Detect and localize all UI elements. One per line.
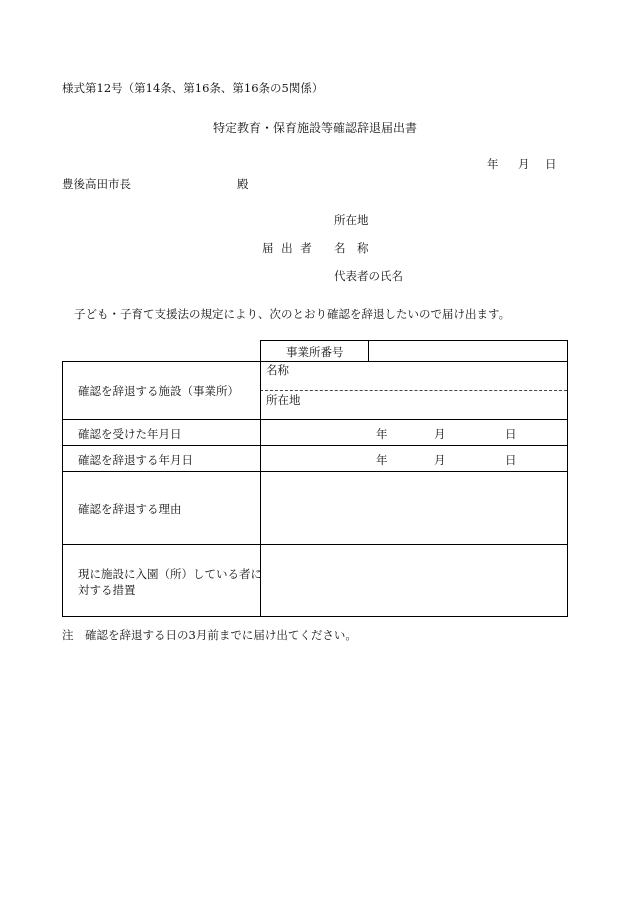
table-line [567, 340, 568, 617]
statement-text: 子ども・子育て支援法の規定により、次のとおり確認を辞退したいので届け出ます。 [74, 307, 511, 321]
confirmed-date-label: 確認を受けた年月日 [78, 427, 182, 441]
date-day-label: 日 [545, 157, 557, 171]
withdrawal-date-label: 確認を辞退する年月日 [78, 453, 193, 467]
measures-label-line2: 対する措置 [78, 583, 136, 597]
facility-name-label: 名称 [266, 363, 289, 377]
date-month-label: 月 [518, 157, 530, 171]
addressee-name: 豊後高田市長 [62, 177, 131, 191]
table-dashed-line [260, 390, 567, 391]
table-line [62, 361, 63, 617]
office-number-label: 事業所番号 [286, 345, 344, 359]
table-line [368, 340, 369, 361]
measures-label-line1: 現に施設に入園（所）している者に [78, 567, 262, 581]
applicant-name-label: 名 称 [334, 241, 369, 255]
table-line [62, 445, 567, 446]
note-text: 注 確認を辞退する日の3月前までに届け出てください。 [62, 628, 357, 642]
table-line [62, 616, 567, 617]
applicant-address-label: 所在地 [334, 213, 369, 227]
reason-label: 確認を辞退する理由 [78, 502, 182, 516]
table-line [260, 340, 567, 341]
confirmed-date-month: 月 [434, 427, 446, 441]
table-line [62, 419, 567, 420]
table-line [62, 361, 567, 362]
facility-address-label: 所在地 [266, 393, 301, 407]
table-line [62, 544, 567, 545]
date-year-label: 年 [487, 157, 499, 171]
addressee-honorific: 殿 [237, 177, 249, 191]
facility-label: 確認を辞退する施設（事業所） [78, 384, 239, 398]
confirmed-date-day: 日 [505, 427, 517, 441]
table-line [62, 471, 567, 472]
applicant-label: 届 出 者 [262, 241, 314, 255]
form-number: 様式第12号（第14条、第16条、第16条の5関係） [62, 81, 324, 95]
confirmed-date-year: 年 [376, 427, 388, 441]
applicant-representative-label: 代表者の氏名 [334, 269, 403, 283]
withdrawal-date-year: 年 [376, 453, 388, 467]
document-title: 特定教育・保育施設等確認辞退届出書 [212, 121, 417, 135]
withdrawal-table [62, 340, 567, 616]
withdrawal-date-day: 日 [505, 453, 517, 467]
withdrawal-date-month: 月 [434, 453, 446, 467]
